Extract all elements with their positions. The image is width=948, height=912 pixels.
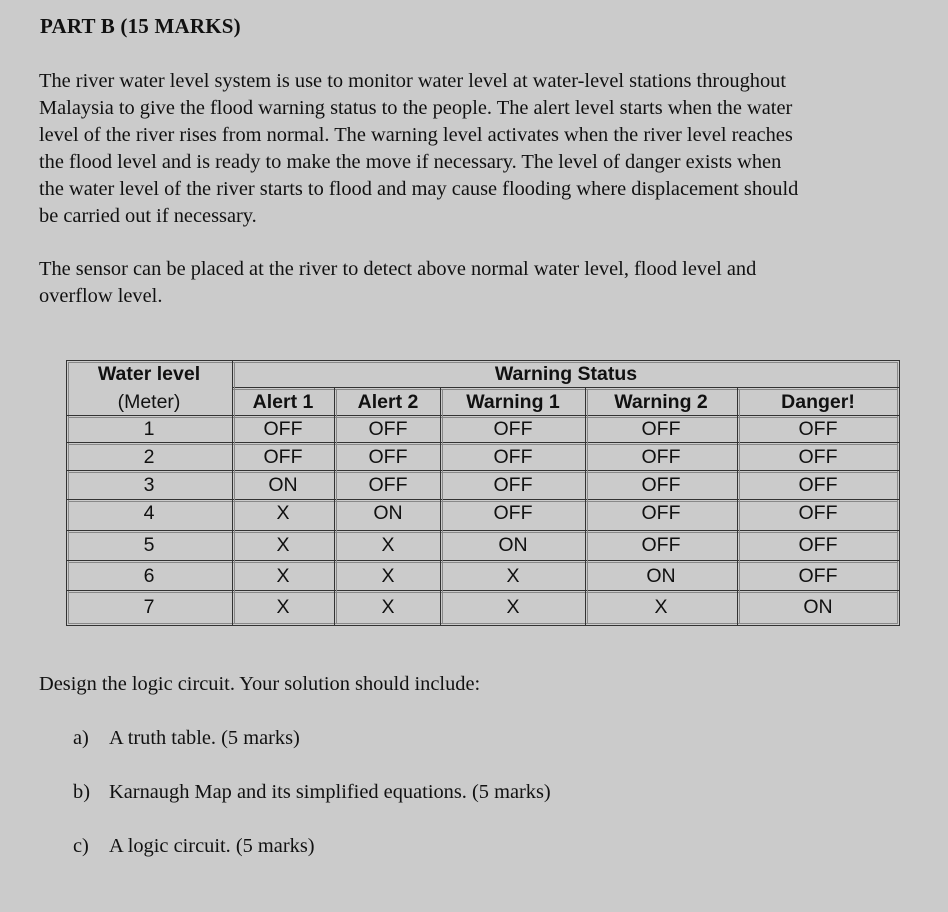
status-cell: X	[381, 596, 395, 618]
status-cell: X	[276, 596, 290, 618]
status-cell: OFF	[263, 446, 303, 468]
status-cell: OFF	[641, 446, 681, 468]
status-cell: ON	[498, 534, 528, 556]
level-cell: 4	[143, 502, 155, 524]
column-header-warning-2: Warning 2	[614, 391, 708, 413]
paragraph-line: overflow level.	[39, 285, 163, 307]
level-cell: 6	[143, 565, 155, 587]
level-cell: 5	[143, 534, 155, 556]
status-cell: OFF	[368, 474, 408, 496]
water-level-unit-header: (Meter)	[117, 391, 181, 413]
item-text: Karnaugh Map and its simplified equations. (5 marks)	[109, 781, 551, 803]
paragraph-line: the flood level and is ready to make the move if necessary. The level of danger exists when	[39, 151, 782, 173]
status-cell: X	[276, 534, 290, 556]
status-cell: OFF	[798, 418, 838, 440]
status-cell: OFF	[798, 502, 838, 524]
status-cell: OFF	[493, 446, 533, 468]
item-text: A truth table. (5 marks)	[109, 727, 300, 749]
status-cell: ON	[646, 565, 676, 587]
paragraph-line: be carried out if necessary.	[39, 205, 257, 227]
requirement-item-a	[73, 727, 300, 750]
status-cell: X	[381, 534, 395, 556]
status-cell: OFF	[798, 446, 838, 468]
column-header-alert-2: Alert 2	[357, 391, 419, 413]
status-cell: X	[276, 565, 290, 587]
column-header-danger: Danger!	[781, 391, 855, 413]
status-cell: OFF	[798, 565, 838, 587]
paragraph-line: Malaysia to give the flood warning status to the people. The alert level starts when the water	[39, 97, 793, 119]
status-cell: OFF	[798, 474, 838, 496]
status-cell: OFF	[263, 418, 303, 440]
status-cell: ON	[268, 474, 298, 496]
level-cell: 1	[143, 418, 155, 440]
section-heading: PART B (15 MARKS)	[40, 14, 241, 38]
requirement-item-c	[73, 835, 315, 858]
item-text: A logic circuit. (5 marks)	[109, 835, 315, 857]
status-cell: OFF	[798, 534, 838, 556]
item-marker: a)	[73, 727, 89, 749]
paragraph-line: level of the river rises from normal. The warning level activates when the river level reaches	[39, 124, 793, 146]
design-instruction: Design the logic circuit. Your solution should include:	[39, 673, 481, 695]
paragraph-line: The sensor can be placed at the river to detect above normal water level, flood level and	[39, 258, 757, 280]
status-cell: OFF	[641, 534, 681, 556]
paragraph-line: The river water level system is use to monitor water level at water-level stations throughout	[39, 70, 787, 92]
warning-status-header: Warning Status	[494, 363, 638, 385]
requirement-item-b	[73, 781, 551, 804]
status-cell: OFF	[368, 446, 408, 468]
status-cell: OFF	[641, 418, 681, 440]
status-cell: X	[506, 565, 520, 587]
level-cell: 7	[143, 596, 155, 618]
status-cell: OFF	[368, 418, 408, 440]
column-header-alert-1: Alert 1	[252, 391, 314, 413]
sensor-paragraph	[39, 256, 919, 310]
water-level-header: Water level	[97, 363, 201, 385]
item-marker: c)	[73, 835, 89, 857]
status-cell: OFF	[641, 502, 681, 524]
warning-status-table	[66, 360, 900, 626]
description-paragraph	[39, 68, 919, 230]
status-cell: X	[276, 502, 290, 524]
status-cell: OFF	[493, 474, 533, 496]
status-cell: OFF	[641, 474, 681, 496]
column-header-warning-1: Warning 1	[466, 391, 560, 413]
level-cell: 3	[143, 474, 155, 496]
status-cell: X	[381, 565, 395, 587]
status-cell: OFF	[493, 418, 533, 440]
status-cell: X	[654, 596, 668, 618]
status-cell: ON	[803, 596, 833, 618]
level-cell: 2	[143, 446, 155, 468]
paragraph-line: the water level of the river starts to flood and may cause flooding where displacement should	[39, 178, 799, 200]
status-cell: OFF	[493, 502, 533, 524]
item-marker: b)	[73, 781, 90, 803]
status-cell: ON	[373, 502, 403, 524]
status-cell: X	[506, 596, 520, 618]
